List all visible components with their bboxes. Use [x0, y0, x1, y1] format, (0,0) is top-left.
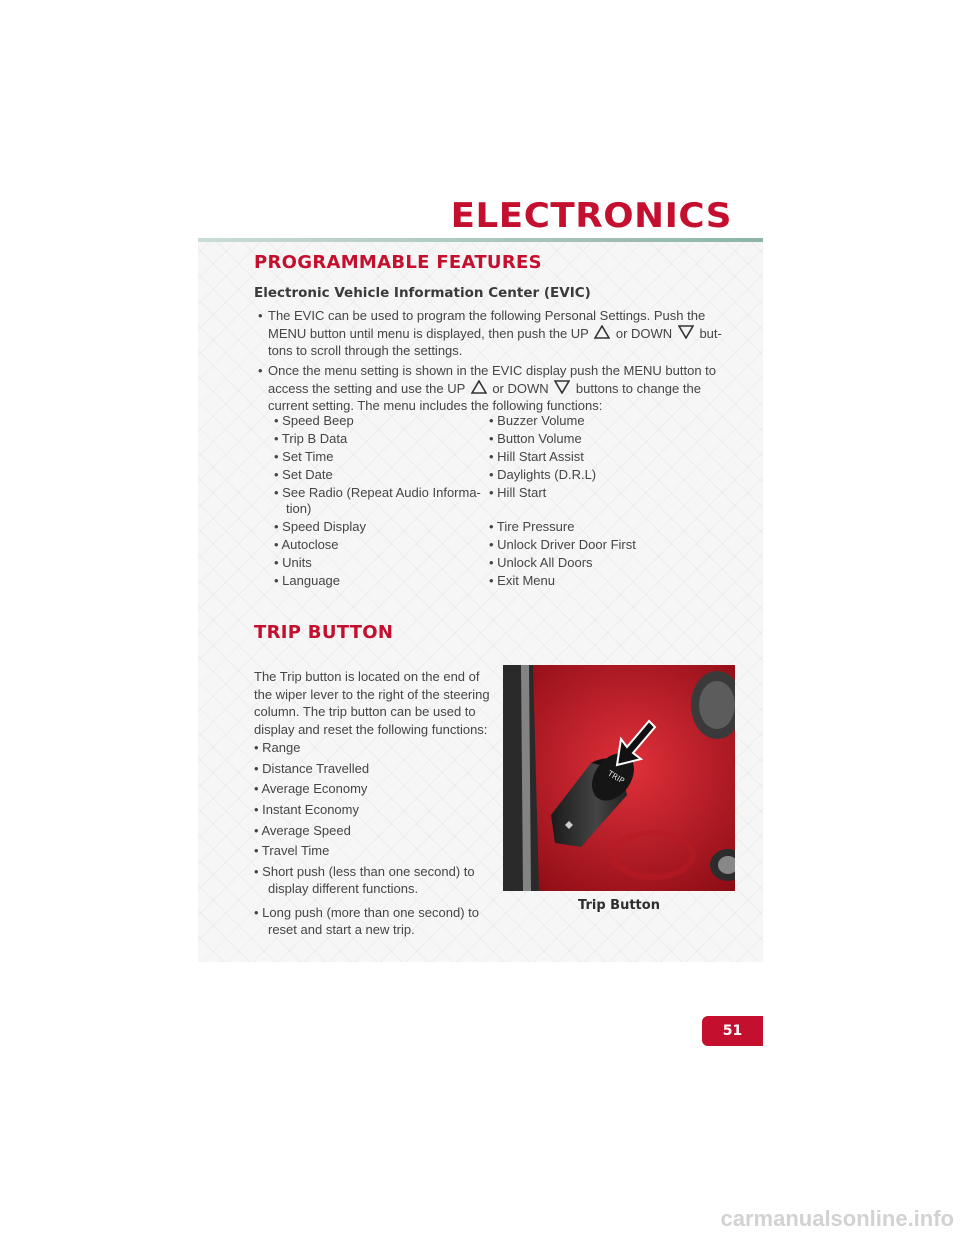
- p1-text-d: but-: [699, 325, 722, 341]
- list-item: • Average Speed: [254, 823, 351, 838]
- list-item: • Distance Travelled: [254, 761, 370, 776]
- list-item: • Buzzer Volume: [489, 413, 585, 428]
- list-item: • Travel Time: [254, 843, 330, 858]
- list-item: • Unlock All Doors: [489, 555, 593, 570]
- list-item: • Hill Start: [489, 485, 547, 500]
- p2-line-a: Once the menu setting is shown in the EVIC display push the MENU button to: [268, 363, 717, 378]
- p2-line-b: [254, 380, 744, 398]
- list-item-continued: tion): [286, 501, 312, 516]
- wiper-lever-illustration: [503, 665, 735, 891]
- list-item: • Set Time: [274, 449, 334, 464]
- list-item-continued: display different functions.: [268, 881, 419, 896]
- evic-paragraph-1: [254, 307, 744, 360]
- list-item: • Tire Pressure: [489, 519, 575, 534]
- list-item: • Set Date: [274, 467, 333, 482]
- trip-button-photo: [503, 665, 735, 891]
- bullet: •: [258, 363, 263, 378]
- list-item: • Average Economy: [254, 781, 368, 796]
- bullet: •: [258, 308, 263, 323]
- p1-text-c: or DOWN: [615, 325, 673, 341]
- watermark: carmanualsonline.info: [720, 1206, 954, 1231]
- photo-caption: Trip Button: [578, 898, 660, 913]
- trip-button-heading: TRIP BUTTON: [254, 622, 394, 643]
- p2-text-d: buttons to change the: [575, 380, 701, 396]
- list-item: • Button Volume: [489, 431, 582, 446]
- list-item: • Long push (more than one second) to: [254, 905, 479, 920]
- list-item: • Hill Start Assist: [489, 449, 584, 464]
- list-item: • Range: [254, 740, 301, 755]
- page-number-tab: 51: [702, 1016, 763, 1046]
- list-item: • Autoclose: [274, 537, 339, 552]
- evic-paragraph-2: [254, 362, 744, 415]
- p1-text-b: MENU button until menu is displayed, then push the UP: [268, 325, 589, 341]
- trip-label-on-lever: TRIP: [606, 768, 626, 786]
- up-arrow-icon: [594, 325, 610, 339]
- programmable-features-heading: PROGRAMMABLE FEATURES: [254, 252, 542, 273]
- trip-intro: The Trip button is located on the end of the wiper lever to the right of the steering column. The trip button can be used to display and reset the following functions:: [254, 669, 490, 737]
- list-item: • Daylights (D.R.L): [489, 467, 597, 482]
- list-item: • Instant Economy: [254, 802, 359, 817]
- list-item: • Short push (less than one second) to: [254, 864, 475, 879]
- list-item: • Speed Display: [274, 519, 366, 534]
- list-item: • Unlock Driver Door First: [489, 537, 636, 552]
- p1-line-e: tons to scroll through the settings.: [268, 343, 463, 358]
- list-item: • Language: [274, 573, 341, 588]
- list-item-continued: reset and start a new trip.: [268, 922, 415, 937]
- p1-line-a: The EVIC can be used to program the following Personal Settings. Push the: [268, 308, 706, 323]
- p1-line-b: [254, 325, 744, 343]
- p2-text-c: or DOWN: [492, 380, 549, 396]
- p2-text-b: access the setting and use the UP: [268, 380, 466, 396]
- p2-line-e: current setting. The menu includes the following functions:: [268, 398, 603, 413]
- up-arrow-icon: [471, 380, 487, 394]
- down-arrow-icon: [554, 380, 570, 394]
- list-item: • See Radio (Repeat Audio Informa-: [274, 485, 481, 500]
- list-item: • Units: [274, 555, 312, 570]
- list-item: • Speed Beep: [274, 413, 354, 428]
- down-arrow-icon: [678, 325, 694, 339]
- section-title: ELECTRONICS: [450, 196, 732, 236]
- list-item: • Trip B Data: [274, 431, 348, 446]
- evic-subheading: Electronic Vehicle Information Center (EVIC): [254, 285, 591, 301]
- list-item: • Exit Menu: [489, 573, 555, 588]
